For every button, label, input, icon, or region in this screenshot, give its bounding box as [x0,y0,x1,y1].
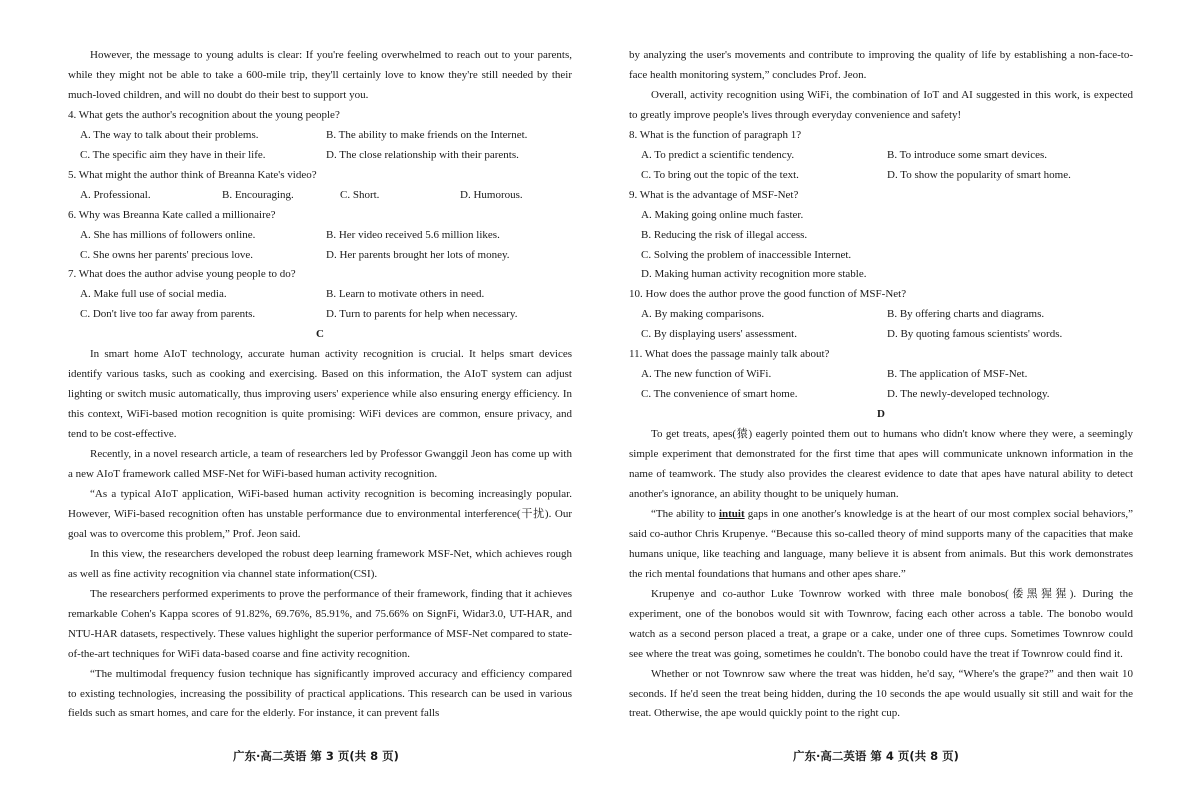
answer-option: D. Her parents brought her lots of money. [326,248,510,261]
question-stem: 11. What does the passage mainly talk about? [629,348,830,361]
answer-option: D. Making human activity recognition more stable. [641,268,867,281]
paragraph: However, the message to young adults is clear: If you're feeling overwhelmed to reach out to your parents, while they might not be able to take a 600-mile trip, they'll certainly love to know they're still needed by their much-loved children, and will no doubt do their best to support you. [68,49,572,101]
answer-option: D. To show the popularity of smart home. [887,168,1071,181]
underlined-word: intuit [718,507,745,520]
answer-option: C. By displaying users' assessment. [641,328,797,341]
answer-options [629,206,1133,286]
text-span: gaps in one another's knowledge is at the heart of our most complex social behaviors,” said co-author Chris Krupenye. “Because this so-called theory of mind supports many of the capacities that make humans unique, like teaching and language, many believe it is absent from animals. But this work demonstrates the rich mental foundations that humans and other apes share.” [629,507,1133,580]
page-footer: 广东·高二英语 第 4 页(共 8 页) [793,749,959,763]
answer-option: C. The convenience of smart home. [641,388,798,401]
answer-option: A. Make full use of social media. [80,288,227,301]
question-stem: 6. Why was Breanna Kate called a millionaire? [68,208,276,221]
answer-option: D. Humorous. [460,188,523,201]
answer-option: D. The close relationship with their parents. [326,148,519,161]
answer-options [68,126,572,166]
paragraph: Overall, activity recognition using WiFi, the combination of IoT and AI suggested in this work, is expected to greatly improve people's lives through everyday convenience and safety! [629,88,1133,121]
question-stem: 10. How does the author prove the good function of MSF-Net? [629,288,907,301]
answer-option: B. Her video received 5.6 million likes. [326,228,500,241]
answer-option: A. By making comparisons. [641,308,765,321]
answer-option: A. Professional. [80,188,151,201]
answer-option: B. The application of MSF-Net. [887,368,1028,381]
paragraph: To get treats, apes(猿) eagerly pointed them out to humans who didn't know where they were, a seemingly simple experiment that demonstrated for the first time that apes will communicate unknown information in the name of teamwork. The study also provides the clearest evidence to date that apes have natural ability to detect another's ignorance, an ability thought to be uniquely human. [629,428,1133,500]
passage-c [68,345,572,724]
answer-option: A. The new function of WiFi. [641,368,772,381]
answer-options [629,146,1133,186]
page-footer: 广东·高二英语 第 3 页(共 8 页) [233,749,399,763]
question-stem: 4. What gets the author's recognition about the young people? [68,108,340,121]
section-heading: D [877,408,885,421]
answer-option: C. To bring out the topic of the text. [641,168,799,181]
paragraph: “As a typical AIoT application, WiFi-based human activity recognition is becoming increasingly popular. However, WiFi-based recognition often has unstable performance due to environmental interference(干扰). Our goal was to overcome this problem,” Prof. Jeon said. [68,487,572,540]
answer-options [629,305,1133,345]
answer-option: B. By offering charts and diagrams. [887,308,1045,321]
answer-option: C. Solving the problem of inaccessible Internet. [641,248,852,261]
right-page [629,46,1133,724]
answer-option: A. The way to talk about their problems. [80,128,259,141]
answer-option: C. Short. [340,188,380,201]
paragraph [629,505,1133,585]
answer-option: B. Learn to motivate others in need. [326,288,485,301]
answer-options [68,226,572,266]
question-stem: 7. What does the author advise young people to do? [68,268,296,281]
question-stem: 9. What is the advantage of MSF-Net? [629,188,799,201]
paragraph: In smart home AIoT technology, accurate human activity recognition is crucial. It helps smart devices identify various tasks, such as cooking and exercising. Based on this information, the AIoT system can adjust lighting or switch music automatically, thus improving users' experience while also ensuring energy efficiency. In this context, WiFi-based motion recognition is quite promising: WiFi devices are common, ensure privacy, and tend to be cost-effective. [68,348,572,441]
paragraph: Krupenye and co-author Luke Townrow worked with three male bonobos(倭黑猩猩). During the experiment, one of the bonobos would sit with Townrow, facing each other across a table. The bonobo would watch as a second person placed a treat, a grape or a cake, under one of three cups. Sometimes Townrow could see where the treat was going, sometimes he couldn't. The bonobo could have the treat if Townrow could find it. [629,587,1133,660]
passage-d [629,425,1133,724]
answer-option: D. By quoting famous scientists' words. [887,328,1063,341]
paragraph: The researchers performed experiments to prove the performance of their framework, finding that it achieves remarkable Cohen's Kappa scores of 91.82%, 69.76%, 85.91%, and 75.66% on SignFi, Widar3.0, UT-HAR, and NTU-HAR datasets, respectively. These values highlight the superior performance of MSF-Net compared to state-of-the-art techniques for WiFi data-based coarse and fine activity recognition. [68,587,572,660]
answer-options [68,285,572,325]
answer-options [629,365,1133,405]
left-page [68,46,572,724]
question-stem: 8. What is the function of paragraph 1? [629,128,802,141]
section-heading: C [316,328,324,341]
answer-option: A. Making going online much faster. [641,208,804,221]
answer-option: C. She owns her parents' precious love. [80,248,254,261]
paragraph: Recently, in a novel research article, a team of researchers led by Professor Gwanggil Jeon has come up with a new AIoT framework called MSF-Net for WiFi-based human activity recognition. [68,448,572,481]
text-span: “The ability to [651,507,719,520]
answer-option: C. Don't live too far away from parents. [80,308,256,321]
answer-option: D. The newly-developed technology. [887,388,1050,401]
answer-option: C. The specific aim they have in their life. [80,148,266,161]
paragraph: by analyzing the user's movements and contribute to improving the quality of life by establishing a non-face-to-face health monitoring system,” concludes Prof. Jeon. [629,49,1133,81]
answer-option: B. To introduce some smart devices. [887,148,1048,161]
paragraph: “The multimodal frequency fusion technique has significantly improved accuracy and efficiency compared to existing technologies, increasing the possibility of practical applications. This research can be used in various fields such as smart homes, and care for the elderly. For instance, it can prevent falls [68,667,572,720]
answer-option: A. She has millions of followers online. [80,228,256,241]
answer-option: B. The ability to make friends on the Internet. [326,128,528,141]
answer-option: A. To predict a scientific tendency. [641,148,795,161]
question-stem: 5. What might the author think of Breanna Kate's video? [68,168,317,181]
question-list [629,126,1133,405]
answer-option: B. Encouraging. [222,188,294,201]
paragraph: In this view, the researchers developed the robust deep learning framework MSF-Net, which achieves rough as well as fine activity recognition via channel state information(CSI). [68,547,572,580]
answer-option: D. Turn to parents for help when necessary. [326,308,518,321]
paragraph: Whether or not Townrow saw where the treat was hidden, he'd say, “Where's the grape?” and then wait 10 seconds. If he'd seen the treat being hidden, during the 10 seconds the ape would usually sit still and wait for the treat. Otherwise, the ape would quickly point to the right cup. [629,667,1133,720]
answer-options [68,186,572,206]
question-list [68,106,572,325]
answer-option: B. Reducing the risk of illegal access. [641,228,808,241]
